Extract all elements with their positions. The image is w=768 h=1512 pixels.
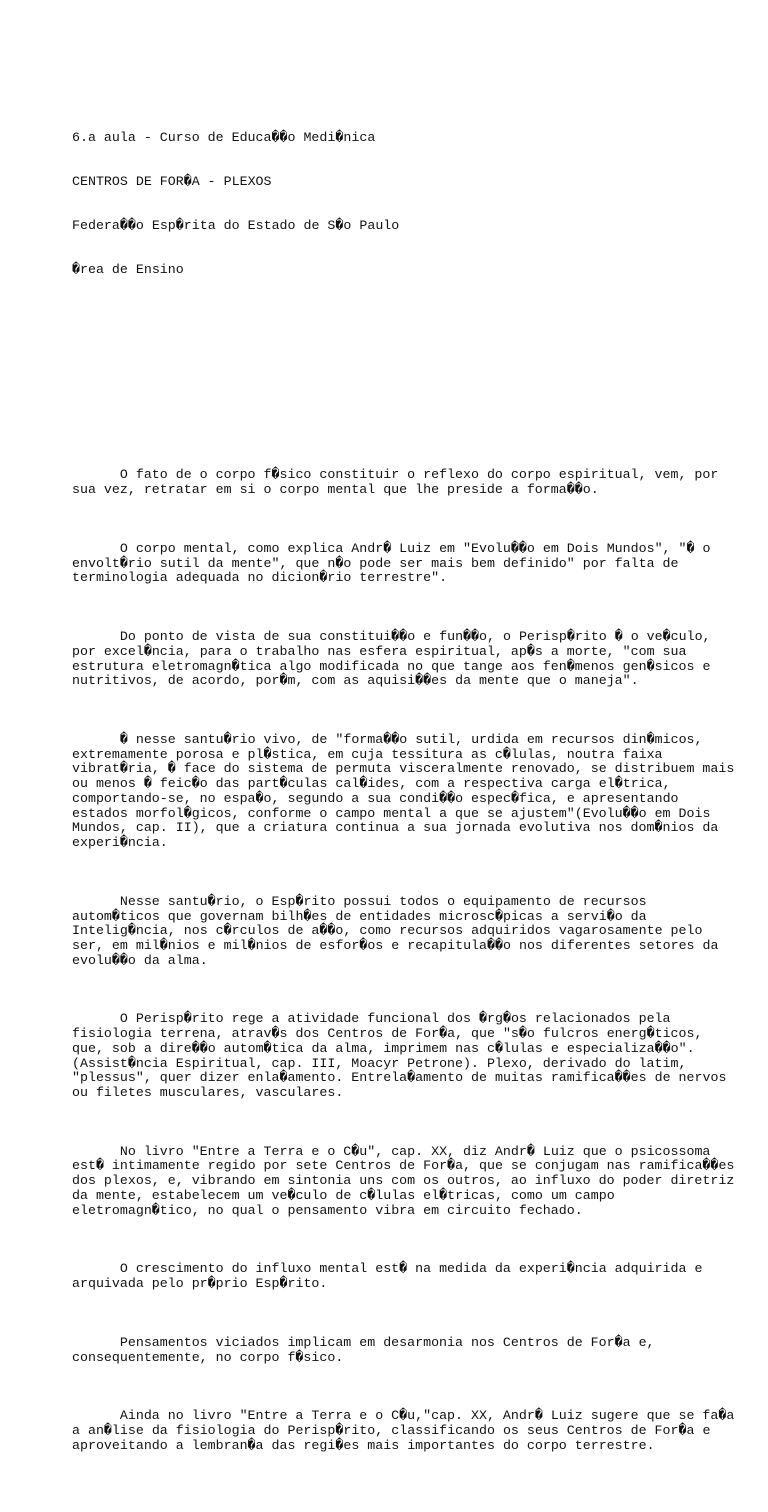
paragraph-6: O Perisp�rito rege a atividade funcional dos �rg�os relacionados pela fisiologia terrena, atrav�s dos Centros de For�a, que "s�o fulcros energ�ticos, que, sob a dire��o autom�tica da alma, imprimem nas c�lulas e especializa��o". (Assist�ncia Espiritual, cap. III, Moacyr Petrone). Plexo, derivado do latim, "plessus", quer dizer enla�amento. Entrela�amento de muitas ramifica��es de nervos ou filetes musculares, vasculares. <box>72 1011 727 1100</box>
paragraph-9: Pensamentos viciados implicam em desarmonia nos Centros de For�a e, consequentemente, no corpo f�sico. <box>72 1334 655 1365</box>
paragraph-10: Ainda no livro "Entre a Terra e o C�u,"cap. XX, Andr� Luiz sugere que se fa�a a an�lise da fisiologia do Perisp�rito, classificando os seus Centros de For�a e aproveitando a lembran�a das regi�es mais importantes do corpo terrestre. <box>72 1408 735 1453</box>
paragraph-4: � nesse santu�rio vivo, de "forma��o sutil, urdida em recursos din�micos, extremamente porosa e pl�stica, em cuja tessitura as c�lulas, noutra faixa vibrat�ria, � face do sistema de permuta visceralmente renovado, se distribuem mais ou menos � feic�o das part�culas cal�ides, com a respectiva carga el�trica, comportando-se, no espa�o, segundo a sua condi��o espec�fica, e apresentando estados morfol�gicos, conforme o campo mental a que se ajustem"(Evolu��o em Dois Mundos, cap. II), que a criatura continua a sua jornada evolutiva nos dom�nios da experi�ncia. <box>72 732 735 850</box>
document-header <box>72 101 712 307</box>
document-title: CENTROS DE FOR�A - PLEXOS <box>72 173 272 189</box>
document-body <box>72 439 735 1497</box>
course-title: 6.a aula - Curso de Educa��o Medi�nica <box>72 129 376 145</box>
header-spacer <box>72 337 712 410</box>
organization-name: Federa��o Esp�rita do Estado de S�o Paulo <box>72 218 400 234</box>
document-page <box>72 72 735 1512</box>
paragraph-3: Do ponto de vista de sua constitui��o e fun��o, o Perisp�rito � o ve�culo, por excel�ncia, para o trabalho nas esfera espiritual, ap�s a morte, "com sua estrutura eletromagn�tica algo modificada no que tange aos fen�menos gen�sicos e nutritivos, de acordo, por�m, com as aquisi��es da mente que o maneja". <box>72 629 711 689</box>
paragraph-2: O corpo mental, como explica Andr� Luiz em "Evolu��o em Dois Mundos", "� o envolt�rio sutil da mente", que n�o pode ser mais bem definido" por falta de terminologia adequada no dicion�rio terrestre". <box>72 540 711 586</box>
paragraph-7: No livro "Entre a Terra e o C�u", cap. XX, diz Andr� Luiz que o psicossoma est� intimamente regido por sete Centros de For�a, que se conjugam nas ramifica��es dos plexos, e, vibrando em sintonia uns com os outros, ao influxo do poder diretriz da mente, estabelecem um ve�culo de c�lulas el�tricas, como um campo eletromagn�tico, no qual o pensamento vibra em circuito fechado. <box>72 1143 735 1218</box>
paragraph-5: Nesse santu�rio, o Esp�rito possui todos o equipamento de recursos autom�ticos que governam bilh�es de entidades microsc�picas a servi�o da Intelig�ncia, nos c�rculos de a��o, como recursos adquiridos vagarosamente pelo ser, em mil�nios e mil�nios de esfor�os e recapitula��o nos diferentes setores da evolu��o da alma. <box>72 893 719 968</box>
paragraph-8: O crescimento do influxo mental est� na medida da experi�ncia adquirida e arquivada pelo pr�prio Esp�rito. <box>72 1261 703 1292</box>
department-name: �rea de Ensino <box>72 262 184 278</box>
paragraph-1: O fato de o corpo f�sico constituir o reflexo do corpo espiritual, vem, por sua vez, retratar em si o corpo mental que lhe preside a forma��o. <box>72 467 719 498</box>
